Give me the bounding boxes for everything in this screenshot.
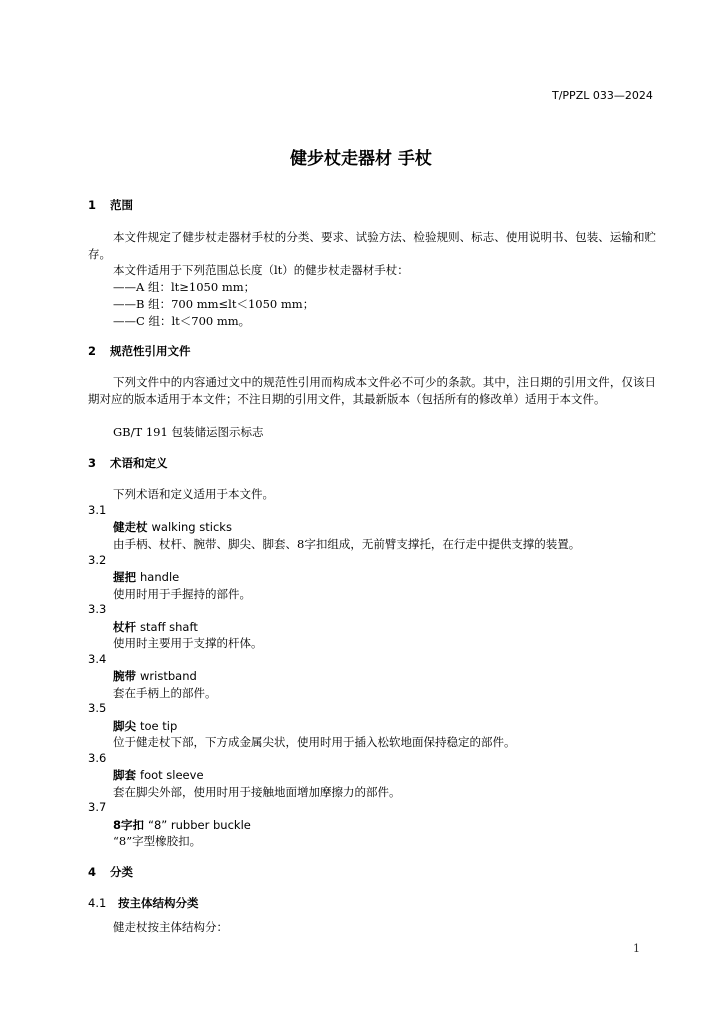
term-name bbox=[113, 668, 197, 684]
term-en: “8” rubber buckle bbox=[148, 818, 251, 832]
term-en: staff shaft bbox=[140, 620, 198, 634]
scope-paragraph: 本文件规定了健步杖走器材手杖的分类、要求、试验方法、检验规则、标志、使用说明书、包装、运输和贮存。 bbox=[88, 230, 656, 261]
term-zh: 脚套 bbox=[113, 768, 136, 782]
section-title: 分类 bbox=[110, 865, 133, 879]
section-title: 规范性引用文件 bbox=[110, 344, 191, 358]
term-definition: 由手柄、杖杆、腕带、脚尖、脚套、8字扣组成，无前臂支撑托，在行走中提供支撑的装置。 bbox=[113, 537, 581, 551]
reference-item: GB/T 191 包装储运图示标志 bbox=[113, 425, 264, 439]
term-number: 3.2 bbox=[88, 553, 107, 567]
section-title: 术语和定义 bbox=[110, 456, 168, 470]
section-3-heading bbox=[88, 455, 168, 471]
subsection-title: 按主体结构分类 bbox=[118, 896, 199, 910]
section-1-heading bbox=[88, 197, 133, 213]
section-2-heading bbox=[88, 343, 191, 359]
term-name bbox=[113, 619, 198, 635]
subsection-number: 4.1 bbox=[88, 896, 107, 910]
term-zh: 握把 bbox=[113, 570, 136, 584]
terms-intro: 下列术语和定义适用于本文件。 bbox=[113, 487, 274, 501]
group-item-c: ——C 组：lt＜700 mm。 bbox=[113, 314, 251, 328]
term-name bbox=[113, 767, 204, 783]
term-definition: 套在脚尖外部，使用时用于接触地面增加摩擦力的部件。 bbox=[113, 785, 401, 799]
term-zh: 8字扣 bbox=[113, 818, 145, 832]
term-name bbox=[113, 817, 251, 833]
section-4-heading bbox=[88, 864, 133, 880]
structure-classification-text: 健走杖按主体结构分： bbox=[113, 920, 228, 934]
term-definition: 使用时用于手握持的部件。 bbox=[113, 587, 251, 601]
subsection-4-1-heading bbox=[88, 895, 199, 911]
section-title: 范围 bbox=[110, 198, 133, 212]
section-number: 3 bbox=[88, 456, 97, 470]
page-title: 健步杖走器材 手杖 bbox=[290, 149, 432, 169]
term-zh: 健走杖 bbox=[113, 520, 148, 534]
term-en: walking sticks bbox=[151, 520, 232, 534]
term-definition: 使用时主要用于支撑的杆体。 bbox=[113, 636, 263, 650]
section-number: 1 bbox=[88, 198, 97, 212]
term-definition: 套在手柄上的部件。 bbox=[113, 686, 217, 700]
term-name bbox=[113, 718, 177, 734]
term-zh: 杖杆 bbox=[113, 620, 136, 634]
term-number: 3.6 bbox=[88, 751, 107, 765]
group-item-a: ——A 组：lt≥1050 mm； bbox=[113, 280, 256, 294]
term-name bbox=[113, 519, 232, 535]
page-number: 1 bbox=[633, 942, 640, 955]
section-number: 4 bbox=[88, 865, 97, 879]
term-number: 3.5 bbox=[88, 701, 107, 715]
term-number: 3.3 bbox=[88, 602, 107, 616]
term-name bbox=[113, 569, 179, 585]
group-item-b: ——B 组：700 mm≤lt＜1050 mm； bbox=[113, 297, 315, 311]
section-number: 2 bbox=[88, 344, 97, 358]
term-number: 3.4 bbox=[88, 652, 107, 666]
normative-references-paragraph: 下列文件中的内容通过文中的规范性引用而构成本文件必不可少的条款。其中，注日期的引用文件，仅该日期对应的版本适用于本文件；不注日期的引用文件，其最新版本（包括所有的修改单）适用于本文件。 bbox=[88, 375, 656, 406]
term-en: handle bbox=[140, 570, 180, 584]
scope-applicability: 本文件适用于下列范围总长度（lt）的健步杖走器材手杖： bbox=[113, 263, 409, 277]
term-en: wristband bbox=[140, 669, 197, 683]
term-en: toe tip bbox=[140, 719, 178, 733]
term-zh: 腕带 bbox=[113, 669, 136, 683]
term-number: 3.7 bbox=[88, 800, 107, 814]
term-number: 3.1 bbox=[88, 503, 107, 517]
document-id: T/PPZL 033—2024 bbox=[552, 89, 653, 102]
term-en: foot sleeve bbox=[140, 768, 204, 782]
term-definition: 位于健走杖下部，下方成金属尖状，使用时用于插入松软地面保持稳定的部件。 bbox=[113, 735, 516, 749]
term-zh: 脚尖 bbox=[113, 719, 136, 733]
term-definition: “8”字型橡胶扣。 bbox=[113, 834, 202, 848]
